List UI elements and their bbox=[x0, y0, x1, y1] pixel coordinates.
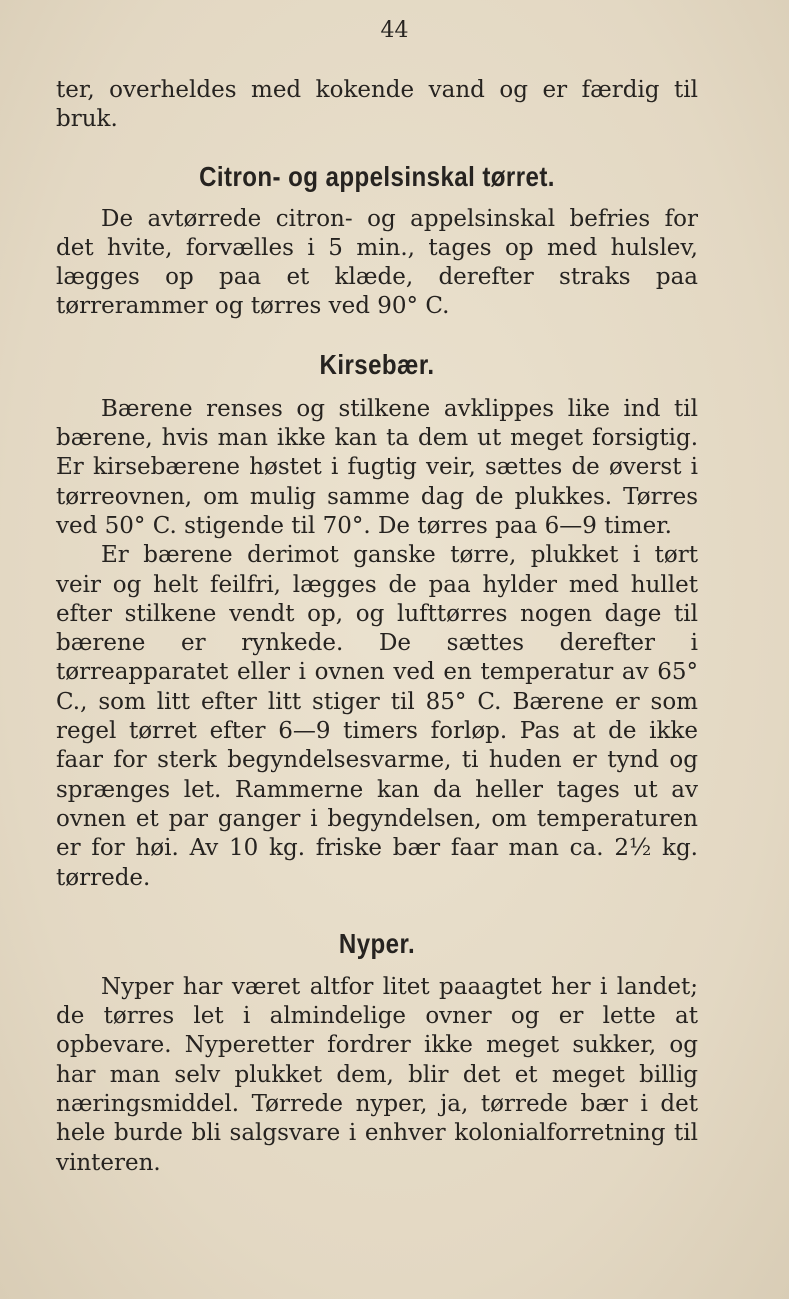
page-number: 44 bbox=[380, 18, 409, 43]
heading-citron: Citron- og appelsinskal tørret. bbox=[199, 160, 555, 192]
kirsebaer-paragraph-2: Er bærene derimot ganske tørre, plukket i tørt veir og helt feilfri, lægges de paa hylder med hullet efter stilkene vendt op, og lufttørres nogen dage til bærene er rynkede. De sættes derefter i tørreapparatet eller i ovnen ved en temperatur av 65° C., som litt efter litt stiger til 85° C. Bærene er som regel tørret efter 6—9 timers forløp. Pas at de ikke faar for sterk begyndelsesvarme, ti huden er tynd og sprænges let. Rammerne kan da heller tages ut av ovnen et par ganger i begyndelsen, om temperaturen er for høi. Av 10 kg. friske bær faar man ca. 2½ kg. tørrede. bbox=[56, 542, 698, 891]
intro-paragraph: ter, overheldes med kokende vand og er færdig til bruk. bbox=[56, 77, 698, 133]
heading-kirsebaer: Kirsebær. bbox=[319, 348, 435, 380]
page-body bbox=[56, 76, 698, 1178]
heading-nyper: Nyper. bbox=[338, 927, 416, 959]
kirsebaer-paragraph-1: Bærene renses og stilkene avklippes like ind til bærene, hvis man ikke kan ta dem ut meget forsigtig. Er kirsebærene høstet i fugtig veir, sættes de øverst i tørreovnen, om mulig samme dag de plukkes. Tørres ved 50° C. stigende til 70°. De tørres paa 6—9 timer. bbox=[56, 395, 698, 539]
citron-paragraph: De avtørrede citron- og appelsinskal befries for det hvite, forvælles i 5 min., tages op med hulslev, lægges op paa et klæde, derefter straks paa tørrerammer og tørres ved 90° C. bbox=[56, 205, 698, 320]
nyper-paragraph: Nyper har været altfor litet paaagtet her i landet; de tørres let i almindelige ovner og er lette at opbevare. Nyperetter fordrer ikke meget sukker, og har man selv plukket dem, blir det et meget billig næringsmiddel. Tørrede nyper, ja, tørrede bær i det hele burde bli salgsvare i enhver kolonialforretning til vinteren. bbox=[56, 973, 698, 1176]
